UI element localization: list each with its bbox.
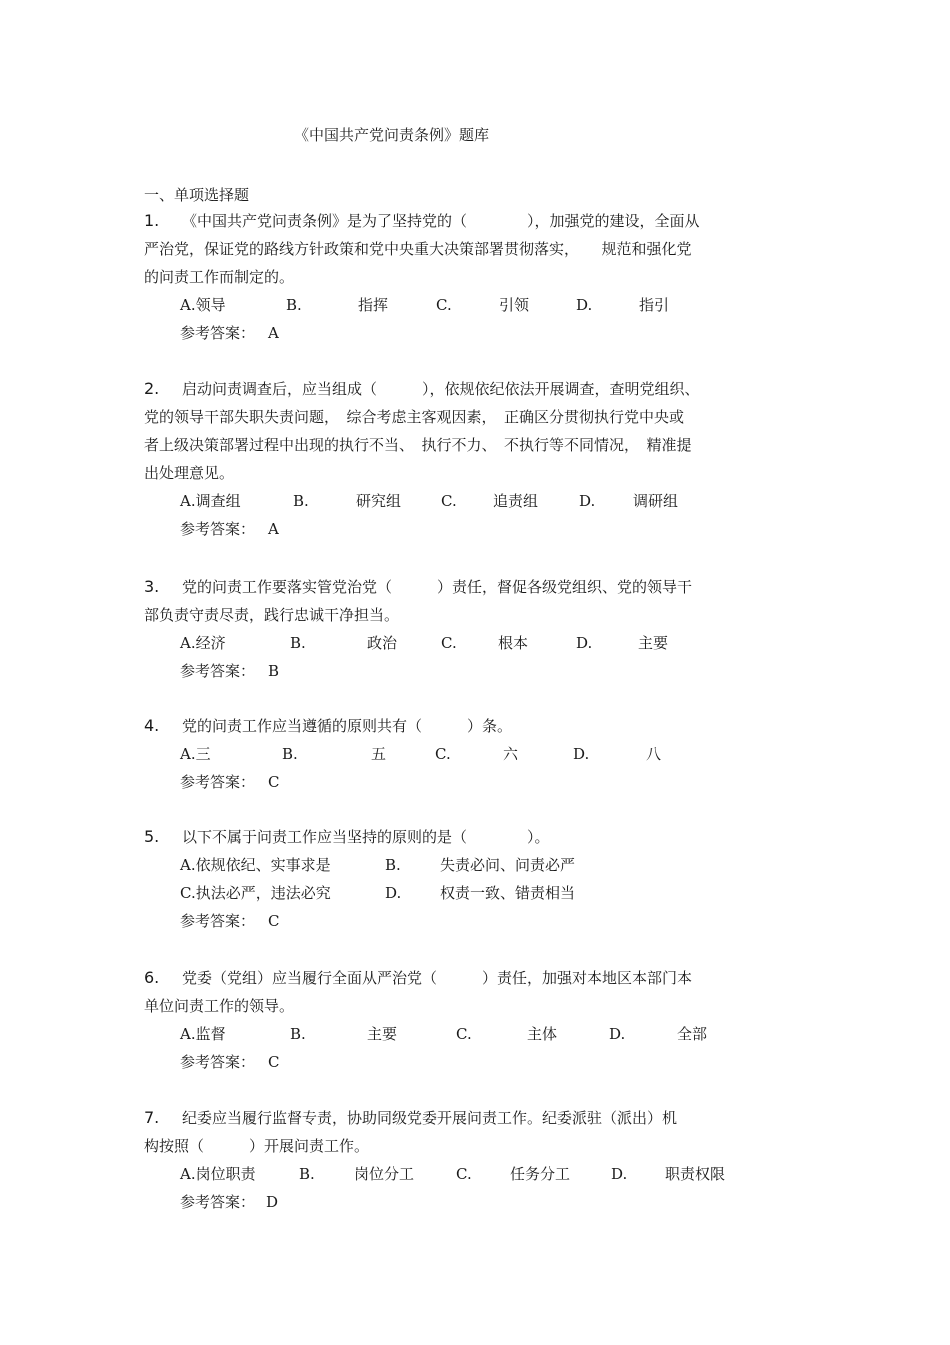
answer-value: C: [268, 773, 280, 791]
option-b-letter: B.: [286, 296, 302, 314]
option-b-text: 岗位分工: [354, 1165, 415, 1183]
question-text: 的问责工作而制定的。: [144, 268, 295, 286]
option-b-letter: B.: [282, 745, 298, 763]
question-number: 3.: [144, 577, 160, 596]
question-number: 4.: [144, 716, 160, 735]
question-4: [144, 712, 744, 796]
option-d-text: 主要: [638, 634, 669, 652]
question-5: [144, 823, 744, 935]
question-text: 出处理意见。: [144, 464, 235, 482]
question-line: [144, 573, 744, 601]
question-line: [144, 964, 744, 992]
option-b-letter: B.: [385, 856, 401, 874]
document-title: 《中国共产党问责条例》题库: [294, 126, 490, 144]
options-row: [144, 487, 744, 515]
option-d-letter: D.: [385, 884, 402, 902]
answer-label: 参考答案：: [180, 520, 256, 538]
question-text: 《中国共产党问责条例》是为了坚持党的（ ），加强党的建设，全面从: [182, 212, 700, 230]
answer-value: C: [268, 912, 280, 930]
option-b-letter: B.: [299, 1165, 315, 1183]
question-text: 党的问责工作要落实管党治党（ ）责任，督促各级党组织、党的领导干: [182, 578, 693, 596]
question-line: [144, 823, 744, 851]
answer-label: 参考答案：: [180, 324, 256, 342]
option-d-text: 权责一致、错责相当: [440, 884, 576, 902]
option-d-letter: D.: [573, 745, 590, 763]
question-1: [144, 207, 744, 347]
question-text: 党的领导干部失职失责问题， 综合考虑主客观因素， 正确区分贯彻执行党中央或: [144, 408, 685, 426]
answer-row: [144, 1048, 744, 1076]
option-d-letter: D.: [579, 492, 596, 510]
answer-row: [144, 907, 744, 935]
option-d-text: 调研组: [633, 492, 679, 510]
option-b-letter: B.: [290, 634, 306, 652]
answer-row: [144, 768, 744, 796]
question-text: 构按照（ ）开展问责工作。: [144, 1137, 370, 1155]
question-text: 党委（党组）应当履行全面从严治党（ ）责任，加强对本地区本部门本: [182, 969, 693, 987]
answer-value: C: [268, 1053, 280, 1071]
question-text: 严治党，保证党的路线方针政策和党中央重大决策部署贯彻落实， 规范和强化党: [144, 240, 692, 258]
option-a: A.监督: [180, 1025, 226, 1043]
options-row: [144, 740, 744, 768]
answer-row: [144, 515, 744, 543]
option-d-text: 八: [646, 745, 662, 763]
answer-label: 参考答案：: [180, 1193, 256, 1211]
option-c-letter: C.: [435, 745, 451, 763]
question-7: [144, 1104, 744, 1216]
answer-value: D: [266, 1193, 279, 1211]
question-number: 5.: [144, 827, 160, 846]
answer-value: A: [268, 324, 279, 342]
question-text: 启动问责调查后，应当组成（ ），依规依纪依法开展调查，查明党组织、: [182, 380, 700, 398]
option-a: A.领导: [180, 296, 226, 314]
question-text: 以下不属于问责工作应当坚持的原则的是（ ）。: [182, 828, 550, 846]
question-number: 1.: [144, 211, 160, 230]
option-d-text: 全部: [677, 1025, 708, 1043]
options-row: [144, 879, 744, 907]
question-line: [144, 712, 744, 740]
option-c-text: 引领: [499, 296, 530, 314]
answer-row: [144, 1188, 744, 1216]
options-row: [144, 851, 744, 879]
question-text: 者上级决策部署过程中出现的执行不当、 执行不力、 不执行等不同情况， 精准提: [144, 436, 692, 454]
question-text: 党的问责工作应当遵循的原则共有（ ）条。: [182, 717, 513, 735]
option-a: A.依规依纪、实事求是: [180, 856, 331, 874]
option-d-letter: D.: [576, 296, 593, 314]
option-c-letter: C.: [441, 492, 457, 510]
question-line: [144, 1104, 744, 1132]
question-text: 单位问责工作的领导。: [144, 997, 295, 1015]
option-c-text: 根本: [498, 634, 529, 652]
question-2: [144, 375, 744, 543]
answer-label: 参考答案：: [180, 1053, 256, 1071]
option-c-letter: C.: [456, 1025, 472, 1043]
option-d-letter: D.: [576, 634, 593, 652]
answer-value: B: [268, 662, 280, 680]
option-b-text: 主要: [367, 1025, 398, 1043]
answer-row: [144, 657, 744, 685]
option-b-letter: B.: [290, 1025, 306, 1043]
option-a: A.三: [180, 745, 211, 763]
section-heading: 一、单项选择题: [144, 186, 250, 204]
option-c: C.执法必严，违法必究: [180, 884, 331, 902]
options-row: [144, 291, 744, 319]
option-b-text: 五: [371, 745, 387, 763]
answer-label: 参考答案：: [180, 662, 256, 680]
answer-label: 参考答案：: [180, 912, 256, 930]
option-c-letter: C.: [456, 1165, 472, 1183]
question-6: [144, 964, 744, 1076]
option-c-text: 主体: [527, 1025, 558, 1043]
question-line: [144, 207, 744, 235]
options-row: [144, 1020, 744, 1048]
options-row: [144, 629, 744, 657]
question-line: [144, 375, 744, 403]
options-row: [144, 1160, 744, 1188]
option-d-text: 职责权限: [665, 1165, 726, 1183]
option-d-letter: D.: [609, 1025, 626, 1043]
option-c-text: 追责组: [493, 492, 539, 510]
option-d-letter: D.: [611, 1165, 628, 1183]
question-number: 6.: [144, 968, 160, 987]
option-b-text: 研究组: [356, 492, 402, 510]
option-c-letter: C.: [436, 296, 452, 314]
answer-value: A: [268, 520, 279, 538]
option-a: A.调查组: [180, 492, 241, 510]
question-text: 纪委应当履行监督专责，协助同级党委开展问责工作。纪委派驻（派出）机: [182, 1109, 678, 1127]
option-b-letter: B.: [293, 492, 309, 510]
question-3: [144, 573, 744, 685]
option-c-text: 六: [503, 745, 519, 763]
option-c-letter: C.: [441, 634, 457, 652]
answer-row: [144, 319, 744, 347]
option-b-text: 政治: [367, 634, 398, 652]
answer-label: 参考答案：: [180, 773, 256, 791]
option-a: A.岗位职责: [180, 1165, 256, 1183]
option-c-text: 任务分工: [510, 1165, 571, 1183]
question-text: 部负责守责尽责，践行忠诚干净担当。: [144, 606, 400, 624]
option-b-text: 指挥: [358, 296, 389, 314]
option-b-text: 失责必问、问责必严: [440, 856, 576, 874]
question-number: 7.: [144, 1108, 160, 1127]
option-d-text: 指引: [639, 296, 670, 314]
question-number: 2.: [144, 379, 160, 398]
option-a: A.经济: [180, 634, 226, 652]
